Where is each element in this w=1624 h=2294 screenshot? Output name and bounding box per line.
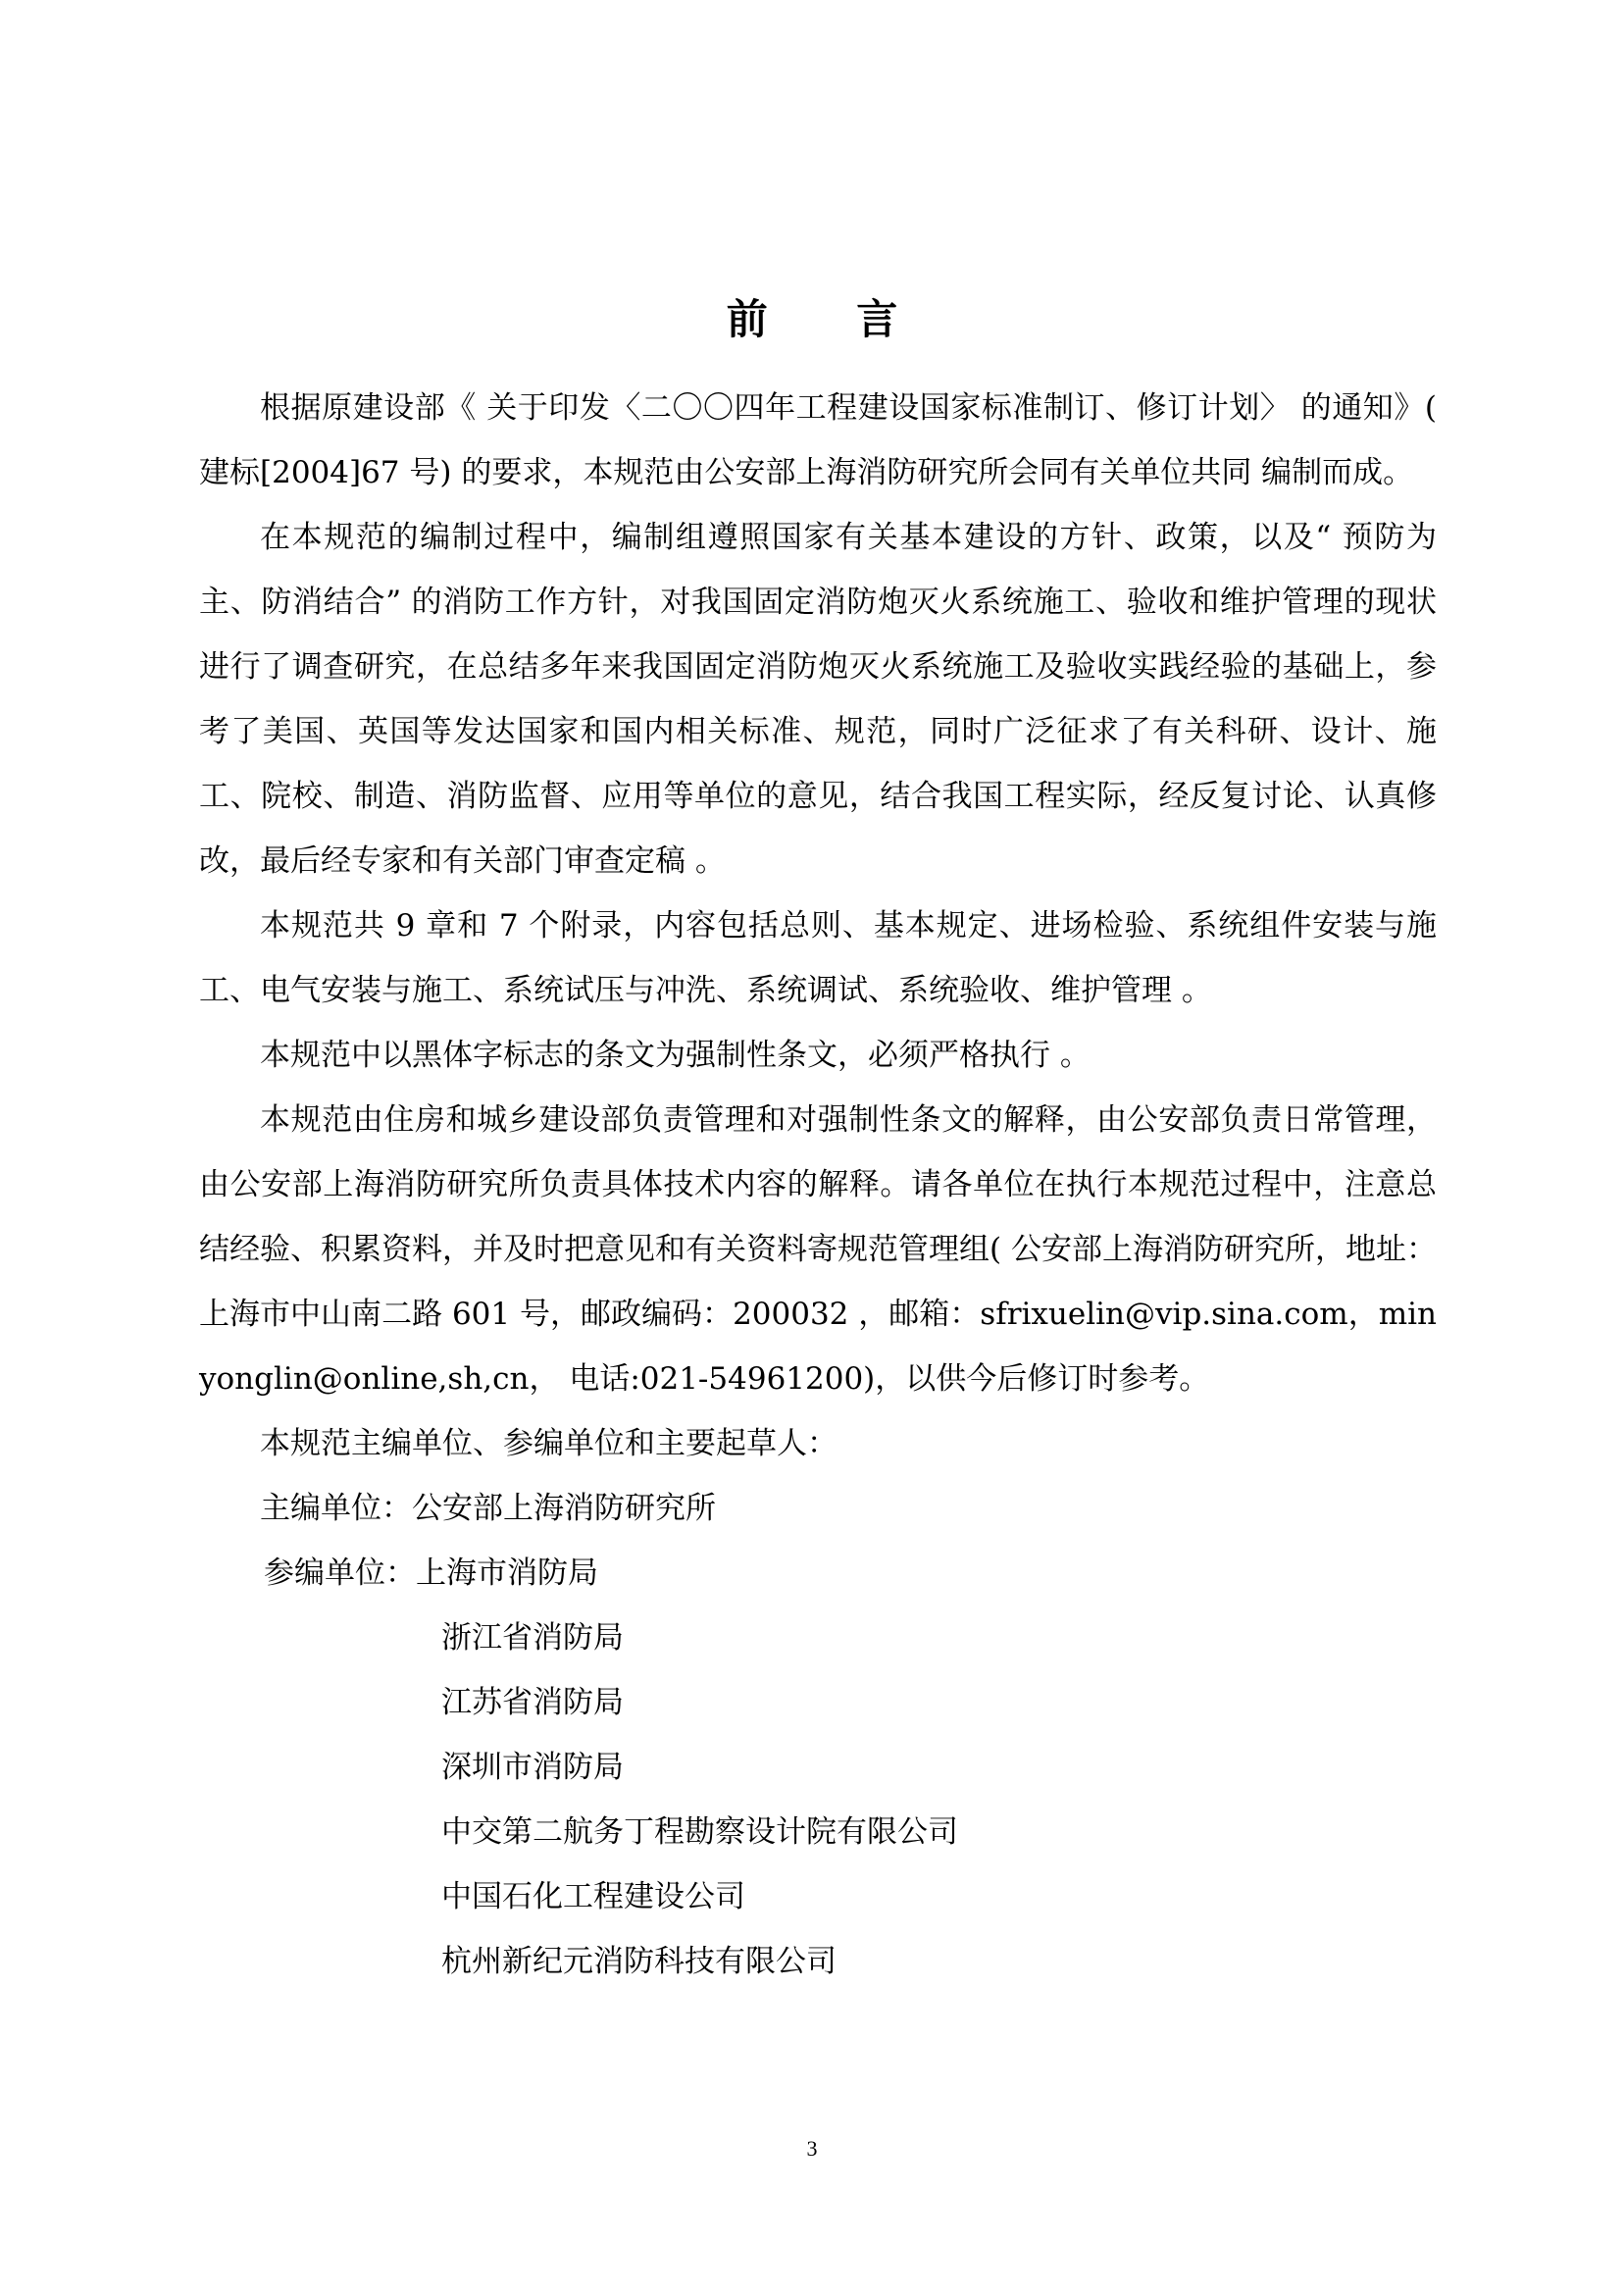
page-title: 前 言 bbox=[726, 295, 936, 344]
paragraph-4: 本规范中以黑体字标志的条文为强制性条文，必须严格执行 。 bbox=[260, 1038, 1091, 1073]
participating-unit: 江苏省消防局 bbox=[441, 1685, 624, 1720]
page-number: 3 bbox=[806, 2136, 818, 2161]
paragraph-3: 本规范共 9 章和 7 个附录，内容包括总则、基本规定、进场检验、系统组件安装与施工、电气安装与施工、系统试压与冲洗、系统调试、系统验收、维护管理 。 bbox=[199, 908, 1437, 1008]
participating-unit: 深圳市消防局 bbox=[441, 1750, 624, 1785]
participating-unit-first: 参编单位：上海市消防局 bbox=[264, 1555, 598, 1591]
paragraph-2: 在本规范的编制过程中，编制组遵照国家有关基本建设的方针、政策，以及“ 预防为主、防消结合” 的消防工作方针，对我国固定消防炮灭火系统施工、验收和维护管理的现状进行了调查研究，在总结多年来我国固定消防炮灭火系统施工及验收实践经验的基础上，参考了美国、英国等发达国家和国内相关标准、规范，同时广泛征求了有关科研、设计、施工、院校、制造、消防监督、应用等单位的意见，结合我国工程实际，经反复讨论、认真修改，最后经专家和有关部门审查定稿 。 bbox=[199, 520, 1437, 879]
participating-unit: 杭州新纪元消防科技有限公司 bbox=[441, 1944, 837, 1979]
paragraph-5: 本规范由住房和城乡建设部负责管理和对强制性条文的解释，由公安部负责日常管理，由公安部上海消防研究所负责具体技术内容的解释。请各单位在执行本规范过程中，注意总结经验、积累资料，并及时把意见和有关资料寄规范管理组( 公安部上海消防研究所，地址：上海市中山南二路 601 号，邮政编码：200032 ，邮箱：sfrixuelin@vip.sina.com，minyonglin@online,sh,cn， 电话:021-54961200)，以供今后修订时参考。 bbox=[199, 1102, 1437, 1397]
chief-unit: 主编单位：公安部上海消防研究所 bbox=[260, 1491, 716, 1526]
preface-body bbox=[199, 376, 1437, 1994]
units-intro: 本规范主编单位、参编单位和主要起草人： bbox=[260, 1426, 837, 1461]
participating-unit: 浙江省消防局 bbox=[441, 1620, 624, 1656]
participating-unit: 中交第二航务丁程勘察设计院有限公司 bbox=[441, 1814, 958, 1850]
paragraph-1: 根据原建设部《 关于印发〈二〇〇四年工程建设国家标准制订、修订计划〉 的通知》( 建标[2004]67 号) 的要求，本规范由公安部上海消防研究所会同有关单位共同 编制而成。 bbox=[199, 390, 1437, 490]
participating-unit: 中国石化工程建设公司 bbox=[441, 1879, 745, 1914]
